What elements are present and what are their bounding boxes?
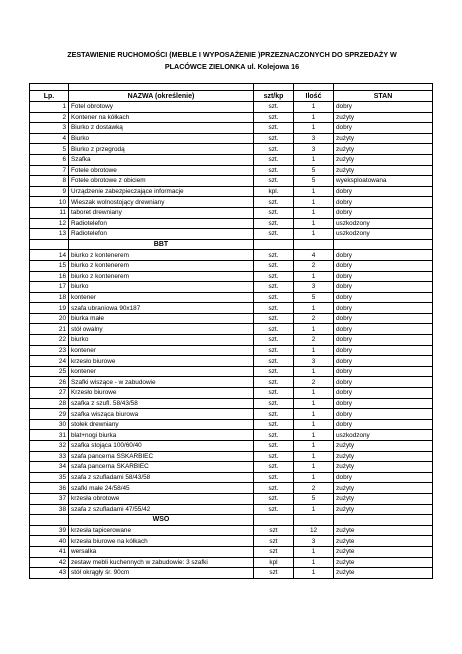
section-label: BBT <box>69 239 254 250</box>
cell-state: uszkodzony <box>334 430 433 441</box>
cell-lp: 6 <box>30 154 69 165</box>
cell-name: Radiotelefon <box>69 218 254 229</box>
table-row <box>30 324 433 335</box>
cell-unit: kpl. <box>254 186 294 197</box>
cell-qty: 5 <box>294 176 334 187</box>
cell-lp: 25 <box>30 366 69 377</box>
cell-qty: 1 <box>294 197 334 208</box>
cell-unit: szt. <box>254 366 294 377</box>
cell-qty: 1 <box>294 419 334 430</box>
cell-qty: 2 <box>294 483 334 494</box>
table-row <box>30 546 433 557</box>
cell-unit: szt <box>254 568 294 579</box>
cell-qty: 1 <box>294 112 334 123</box>
table-row <box>30 260 433 271</box>
cell-lp: 4 <box>30 133 69 144</box>
cell-lp: 33 <box>30 451 69 462</box>
cell-lp: 26 <box>30 377 69 388</box>
cell-state: dobry <box>334 292 433 303</box>
cell-state: dobry <box>334 303 433 314</box>
cell-unit: szt. <box>254 345 294 356</box>
cell-qty: 5 <box>294 493 334 504</box>
cell-name: Szafki wiszące - w zabudowie <box>69 377 254 388</box>
cell-unit: szt. <box>254 144 294 155</box>
cell-qty: 1 <box>294 102 334 113</box>
cell-lp: 23 <box>30 345 69 356</box>
cell-name: Wieszak wolnostojący drewniany <box>69 197 254 208</box>
cell-unit: szt. <box>254 388 294 399</box>
cell-state: zużyty <box>334 493 433 504</box>
cell-name: Fotele obrotowe <box>69 165 254 176</box>
cell-lp: 10 <box>30 197 69 208</box>
cell-name: zestaw mebli kuchennych w zabudowie: 3 szafki <box>69 557 254 568</box>
cell-lp: 1 <box>30 102 69 113</box>
cell-state: zużyty <box>334 133 433 144</box>
cell-state: zużyty <box>334 441 433 452</box>
inventory-table-body <box>30 102 433 579</box>
cell-lp: 40 <box>30 536 69 547</box>
table-row <box>30 568 433 579</box>
cell-lp: 41 <box>30 546 69 557</box>
cell-unit: szt. <box>254 504 294 515</box>
cell-lp: 13 <box>30 229 69 240</box>
cell-state: dobry <box>334 335 433 346</box>
cell-lp: 2 <box>30 112 69 123</box>
header-state: STAN <box>334 91 433 102</box>
cell-state: zużyty <box>334 154 433 165</box>
cell-name: stół owalny <box>69 324 254 335</box>
table-row <box>30 165 433 176</box>
table-row <box>30 112 433 123</box>
title-line-1: ZESTAWIENIE RUCHOMOŚCI (MEBLE I WYPOSAŻENIE )PRZEZNACZONYCH DO SPRZEDAŻY W <box>67 50 397 59</box>
cell-lp: 9 <box>30 186 69 197</box>
cell-unit: szt. <box>254 472 294 483</box>
cell-name: biurko <box>69 335 254 346</box>
cell-lp: 20 <box>30 313 69 324</box>
cell-unit: szt. <box>254 123 294 134</box>
cell-name: krzesła biurowe na kółkach <box>69 536 254 547</box>
cell-qty: 1 <box>294 207 334 218</box>
cell-name: szafki małe 24/58/45 <box>69 483 254 494</box>
cell-lp: 31 <box>30 430 69 441</box>
cell-state: dobry <box>334 419 433 430</box>
cell-name: stół okrągły śr. 90cm <box>69 568 254 579</box>
table-row <box>30 123 433 134</box>
cell-name: Kontener na kółkach <box>69 112 254 123</box>
section-label: WSO <box>69 515 254 526</box>
cell-state: dobry <box>334 472 433 483</box>
table-row <box>30 419 433 430</box>
cell-unit: szt. <box>254 282 294 293</box>
cell-unit: szt. <box>254 102 294 113</box>
table-row <box>30 102 433 113</box>
table-row <box>30 335 433 346</box>
cell-state: zużyty <box>334 165 433 176</box>
cell-lp: 24 <box>30 356 69 367</box>
cell-state: dobry <box>334 409 433 420</box>
cell-lp: 43 <box>30 568 69 579</box>
cell-unit: szt. <box>254 356 294 367</box>
cell-unit: szt. <box>254 451 294 462</box>
cell-name: kontener <box>69 345 254 356</box>
cell-lp: 19 <box>30 303 69 314</box>
cell-qty: 1 <box>294 366 334 377</box>
cell-unit: szt <box>254 525 294 536</box>
table-row <box>30 250 433 261</box>
header-name: NAZWA (określenie) <box>69 91 254 102</box>
cell-name: szafa pancerna SKARBIEC <box>69 462 254 473</box>
cell-unit: szt. <box>254 207 294 218</box>
cell-lp: 18 <box>30 292 69 303</box>
cell-unit: szt. <box>254 398 294 409</box>
cell-name: Krzesło biurowe <box>69 388 254 399</box>
cell-qty: 1 <box>294 154 334 165</box>
cell-qty: 1 <box>294 557 334 568</box>
table-row <box>30 144 433 155</box>
table-header-row <box>30 91 433 102</box>
table-row <box>30 451 433 462</box>
cell-qty: 1 <box>294 271 334 282</box>
title-line-2: PLACÓWCE ZIELONKA ul. Kolejowa 16 <box>164 62 300 71</box>
cell-qty: 1 <box>294 568 334 579</box>
cell-lp: 38 <box>30 504 69 515</box>
table-row <box>30 345 433 356</box>
cell-qty: 2 <box>294 377 334 388</box>
cell-name: szafka z szufl. 58/43/58 <box>69 398 254 409</box>
cell-state: dobry <box>334 250 433 261</box>
cell-state: dobry <box>334 197 433 208</box>
cell-name: szafka stojąca 100/60/40 <box>69 441 254 452</box>
cell-unit: szt. <box>254 154 294 165</box>
cell-state: dobry <box>334 377 433 388</box>
table-row <box>30 154 433 165</box>
cell-lp: 34 <box>30 462 69 473</box>
cell-name: biurko <box>69 282 254 293</box>
table-row <box>30 398 433 409</box>
table-row <box>30 493 433 504</box>
table-row <box>30 282 433 293</box>
cell-unit: szt. <box>254 441 294 452</box>
cell-lp: 28 <box>30 398 69 409</box>
cell-qty: 1 <box>294 229 334 240</box>
cell-lp: 5 <box>30 144 69 155</box>
cell-qty: 1 <box>294 186 334 197</box>
cell-qty: 5 <box>294 165 334 176</box>
cell-lp: 27 <box>30 388 69 399</box>
cell-unit: szt. <box>254 165 294 176</box>
cell-unit: szt. <box>254 409 294 420</box>
table-row <box>30 356 433 367</box>
cell-state: dobry <box>334 313 433 324</box>
cell-name: szafka wisząca biurowa <box>69 409 254 420</box>
cell-state: dobry <box>334 398 433 409</box>
table-row <box>30 525 433 536</box>
table-row <box>30 483 433 494</box>
cell-unit: szt. <box>254 112 294 123</box>
cell-name: szafa z szufladami 47/55/42 <box>69 504 254 515</box>
header-qty: Ilość <box>294 91 334 102</box>
cell-state: dobry <box>334 356 433 367</box>
cell-qty: 1 <box>294 472 334 483</box>
cell-qty: 3 <box>294 536 334 547</box>
section-row <box>30 515 433 526</box>
cell-name: Biurko z dostawką <box>69 123 254 134</box>
cell-name: kontener <box>69 292 254 303</box>
cell-unit: szt. <box>254 313 294 324</box>
inventory-table <box>29 83 433 579</box>
cell-name: wersalka <box>69 546 254 557</box>
cell-name: biurko z kontenerem <box>69 271 254 282</box>
table-row <box>30 186 433 197</box>
cell-lp: 7 <box>30 165 69 176</box>
cell-qty: 1 <box>294 430 334 441</box>
cell-state: uszkodzony <box>334 218 433 229</box>
cell-unit: szt <box>254 546 294 557</box>
cell-state: dobry <box>334 345 433 356</box>
table-row <box>30 462 433 473</box>
cell-state: dobry <box>334 366 433 377</box>
cell-unit: szt. <box>254 419 294 430</box>
cell-lp: 37 <box>30 493 69 504</box>
cell-lp: 15 <box>30 260 69 271</box>
cell-unit: szt. <box>254 250 294 261</box>
cell-qty: 1 <box>294 441 334 452</box>
cell-qty: 5 <box>294 292 334 303</box>
cell-name: Biurko z przegrodą <box>69 144 254 155</box>
cell-qty: 4 <box>294 250 334 261</box>
table-row <box>30 133 433 144</box>
header-lp: Lp. <box>30 91 69 102</box>
cell-name: kontener <box>69 366 254 377</box>
cell-name: Fotel obrotowy <box>69 102 254 113</box>
cell-state: uszkodzony <box>334 229 433 240</box>
table-row <box>30 207 433 218</box>
cell-qty: 3 <box>294 282 334 293</box>
cell-name: biurko z kontenerem <box>69 250 254 261</box>
cell-unit: szt. <box>254 377 294 388</box>
cell-state: zużyty <box>334 483 433 494</box>
cell-qty: 1 <box>294 345 334 356</box>
cell-lp: 42 <box>30 557 69 568</box>
cell-state: dobry <box>334 207 433 218</box>
cell-qty: 2 <box>294 313 334 324</box>
cell-lp: 32 <box>30 441 69 452</box>
cell-qty: 1 <box>294 303 334 314</box>
table-row <box>30 271 433 282</box>
cell-qty: 1 <box>294 398 334 409</box>
cell-qty: 2 <box>294 335 334 346</box>
cell-qty: 1 <box>294 546 334 557</box>
document-title <box>30 49 434 73</box>
cell-state: dobry <box>334 102 433 113</box>
header-unit: szt/kp <box>254 91 294 102</box>
cell-state: dobry <box>334 260 433 271</box>
cell-unit: szt. <box>254 324 294 335</box>
cell-unit: szt. <box>254 260 294 271</box>
table-row <box>30 229 433 240</box>
table-row <box>30 303 433 314</box>
cell-unit: szt. <box>254 335 294 346</box>
cell-unit: szt. <box>254 229 294 240</box>
cell-lp: 17 <box>30 282 69 293</box>
cell-lp: 14 <box>30 250 69 261</box>
cell-unit: szt. <box>254 292 294 303</box>
cell-name: biurka małe <box>69 313 254 324</box>
cell-name: blat+nogi biurka <box>69 430 254 441</box>
cell-name: Fotele obrotowe z obiciem <box>69 176 254 187</box>
cell-qty: 1 <box>294 451 334 462</box>
cell-qty: 1 <box>294 123 334 134</box>
cell-name: krzesła obrotowe <box>69 493 254 504</box>
cell-unit: szt. <box>254 271 294 282</box>
cell-qty: 1 <box>294 504 334 515</box>
cell-state: dobry <box>334 282 433 293</box>
cell-qty: 1 <box>294 388 334 399</box>
section-row <box>30 239 433 250</box>
cell-unit: szt. <box>254 430 294 441</box>
cell-state: dobry <box>334 388 433 399</box>
cell-name: Szafka <box>69 154 254 165</box>
cell-qty: 1 <box>294 462 334 473</box>
cell-state: dobry <box>334 271 433 282</box>
cell-state: zużyty <box>334 144 433 155</box>
table-row <box>30 176 433 187</box>
table-row <box>30 536 433 547</box>
cell-name: Radiotelefon <box>69 229 254 240</box>
cell-state: dobry <box>334 186 433 197</box>
cell-state: zużyte <box>334 568 433 579</box>
cell-lp: 30 <box>30 419 69 430</box>
cell-state: zużyty <box>334 504 433 515</box>
cell-lp: 3 <box>30 123 69 134</box>
cell-state: zużyte <box>334 525 433 536</box>
cell-name: krzesło biurowe <box>69 356 254 367</box>
table-row <box>30 377 433 388</box>
cell-lp: 22 <box>30 335 69 346</box>
cell-lp: 35 <box>30 472 69 483</box>
cell-state: wyeksploatowana <box>334 176 433 187</box>
cell-unit: kpl <box>254 557 294 568</box>
cell-qty: 2 <box>294 260 334 271</box>
cell-lp: 29 <box>30 409 69 420</box>
cell-qty: 1 <box>294 409 334 420</box>
cell-qty: 3 <box>294 133 334 144</box>
cell-name: biurko z kontenerem <box>69 260 254 271</box>
table-row <box>30 472 433 483</box>
table-row <box>30 409 433 420</box>
cell-state: zużyty <box>334 112 433 123</box>
cell-name: Biurko <box>69 133 254 144</box>
cell-lp: 16 <box>30 271 69 282</box>
table-row <box>30 388 433 399</box>
cell-unit: szt. <box>254 176 294 187</box>
table-row <box>30 430 433 441</box>
cell-state: dobry <box>334 324 433 335</box>
cell-qty: 1 <box>294 324 334 335</box>
cell-name: Urządzenie zabezpieczające informacje <box>69 186 254 197</box>
cell-name: krzesła tapicerowane <box>69 525 254 536</box>
cell-name: stołek drewniany <box>69 419 254 430</box>
cell-qty: 3 <box>294 356 334 367</box>
cell-lp: 8 <box>30 176 69 187</box>
cell-state: zużyte <box>334 557 433 568</box>
cell-name: szafa ubraniowa 90x187 <box>69 303 254 314</box>
cell-qty: 12 <box>294 525 334 536</box>
cell-state: zużyty <box>334 462 433 473</box>
cell-unit: szt. <box>254 483 294 494</box>
table-row <box>30 292 433 303</box>
cell-name: szafa pancerna SSKARBIEC <box>69 451 254 462</box>
cell-lp: 11 <box>30 207 69 218</box>
cell-unit: szt. <box>254 462 294 473</box>
cell-state: zużyte <box>334 546 433 557</box>
cell-state: dobry <box>334 123 433 134</box>
cell-name: taboret drewniany <box>69 207 254 218</box>
cell-unit: szt. <box>254 218 294 229</box>
cell-qty: 3 <box>294 144 334 155</box>
table-top-blank-row <box>30 84 433 91</box>
cell-state: zużyty <box>334 451 433 462</box>
table-row <box>30 441 433 452</box>
cell-lp: 12 <box>30 218 69 229</box>
table-row <box>30 557 433 568</box>
table-row <box>30 197 433 208</box>
cell-lp: 21 <box>30 324 69 335</box>
cell-unit: szt. <box>254 493 294 504</box>
cell-unit: szt <box>254 536 294 547</box>
cell-unit: szt. <box>254 303 294 314</box>
cell-qty: 1 <box>294 218 334 229</box>
cell-lp: 36 <box>30 483 69 494</box>
cell-lp: 39 <box>30 525 69 536</box>
table-row <box>30 218 433 229</box>
table-row <box>30 313 433 324</box>
cell-unit: szt. <box>254 133 294 144</box>
cell-state: zużyte <box>334 536 433 547</box>
table-row <box>30 504 433 515</box>
table-row <box>30 366 433 377</box>
cell-unit: szt. <box>254 197 294 208</box>
cell-name: szafa z szufladami 58/43/58 <box>69 472 254 483</box>
